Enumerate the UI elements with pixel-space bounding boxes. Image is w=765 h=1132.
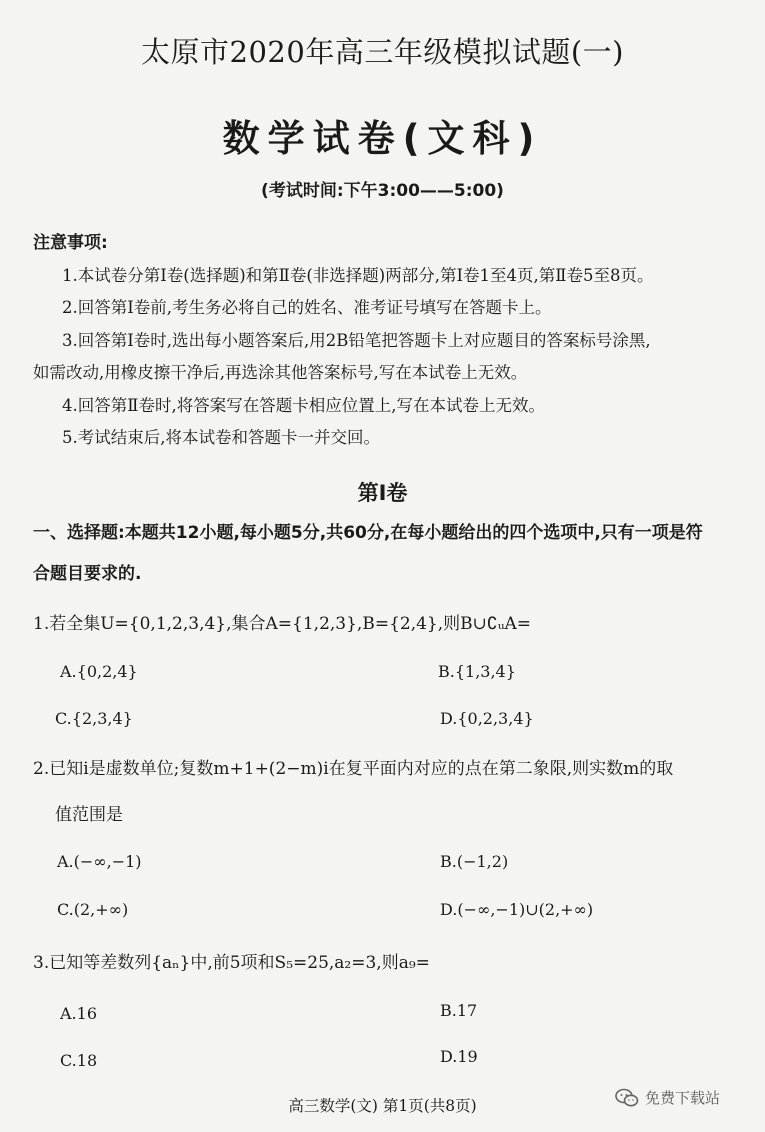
question-2-option-b: B.(−1,2) — [440, 852, 509, 871]
question-1-option-d: D.{0,2,3,4} — [440, 709, 534, 728]
watermark — [615, 1087, 720, 1108]
notice-item-4: 4.回答第Ⅱ卷时,将答案写在答题卡相应位置上,写在本试卷上无效。 — [62, 396, 545, 415]
question-1-stem: 1.若全集U={0,1,2,3,4},集合A={1,2,3},B={2,4},则B∪∁ᵤA= — [33, 614, 531, 634]
section-title: 第Ⅰ卷 — [357, 481, 408, 505]
question-2-option-d: D.(−∞,−1)∪(2,+∞) — [440, 900, 594, 919]
notice-item-3: 3.回答第Ⅰ卷时,选出每小题答案后,用2B铅笔把答题卡上对应题目的答案标号涂黑, — [62, 331, 651, 350]
part-instructions: 一、选择题:本题共12小题,每小题5分,共60分,在每小题给出的四个选项中,只有一项是符 — [33, 523, 703, 543]
question-1-option-c: C.{2,3,4} — [55, 709, 133, 728]
question-2-option-c: C.(2,+∞) — [57, 900, 129, 919]
question-3-option-a: A.16 — [60, 1004, 97, 1023]
watermark-text: 免费下载站 — [645, 1089, 721, 1107]
exam-time: (考试时间:下午3:00——5:00) — [261, 181, 504, 201]
question-3-option-d: D.19 — [440, 1047, 478, 1066]
question-2-option-a: A.(−∞,−1) — [57, 852, 142, 871]
question-1-option-a: A.{0,2,4} — [60, 662, 138, 681]
subject-title: 数学试卷(文科) — [222, 117, 543, 160]
part-instructions-cont: 合题目要求的. — [33, 564, 142, 584]
notice-item-3-cont: 如需改动,用橡皮擦干净后,再选涂其他答案标号,写在本试卷上无效。 — [33, 363, 528, 382]
question-3-option-c: C.18 — [60, 1051, 98, 1070]
question-2-stem-cont: 值范围是 — [55, 805, 123, 825]
notice-item-1: 1.本试卷分第Ⅰ卷(选择题)和第Ⅱ卷(非选择题)两部分,第Ⅰ卷1至4页,第Ⅱ卷5至8页。 — [62, 266, 654, 285]
notice-heading: 注意事项: — [33, 233, 108, 253]
exam-title: 太原市2020年高三年级模拟试题(一) — [141, 35, 624, 69]
notice-item-5: 5.考试结束后,将本试卷和答题卡一并交回。 — [62, 428, 380, 447]
wechat-icon — [615, 1088, 639, 1108]
question-1-option-b: B.{1,3,4} — [438, 662, 516, 681]
page-footer: 高三数学(文) 第1页(共8页) — [288, 1097, 477, 1115]
question-3-option-b: B.17 — [440, 1001, 478, 1020]
question-3-stem: 3.已知等差数列{aₙ}中,前5项和S₅=25,a₂=3,则a₉= — [33, 953, 430, 973]
question-2-stem: 2.已知i是虚数单位;复数m+1+(2−m)i在复平面内对应的点在第二象限,则实数m的取 — [33, 759, 674, 779]
notice-item-2: 2.回答第Ⅰ卷前,考生务必将自己的姓名、准考证号填写在答题卡上。 — [62, 298, 552, 317]
